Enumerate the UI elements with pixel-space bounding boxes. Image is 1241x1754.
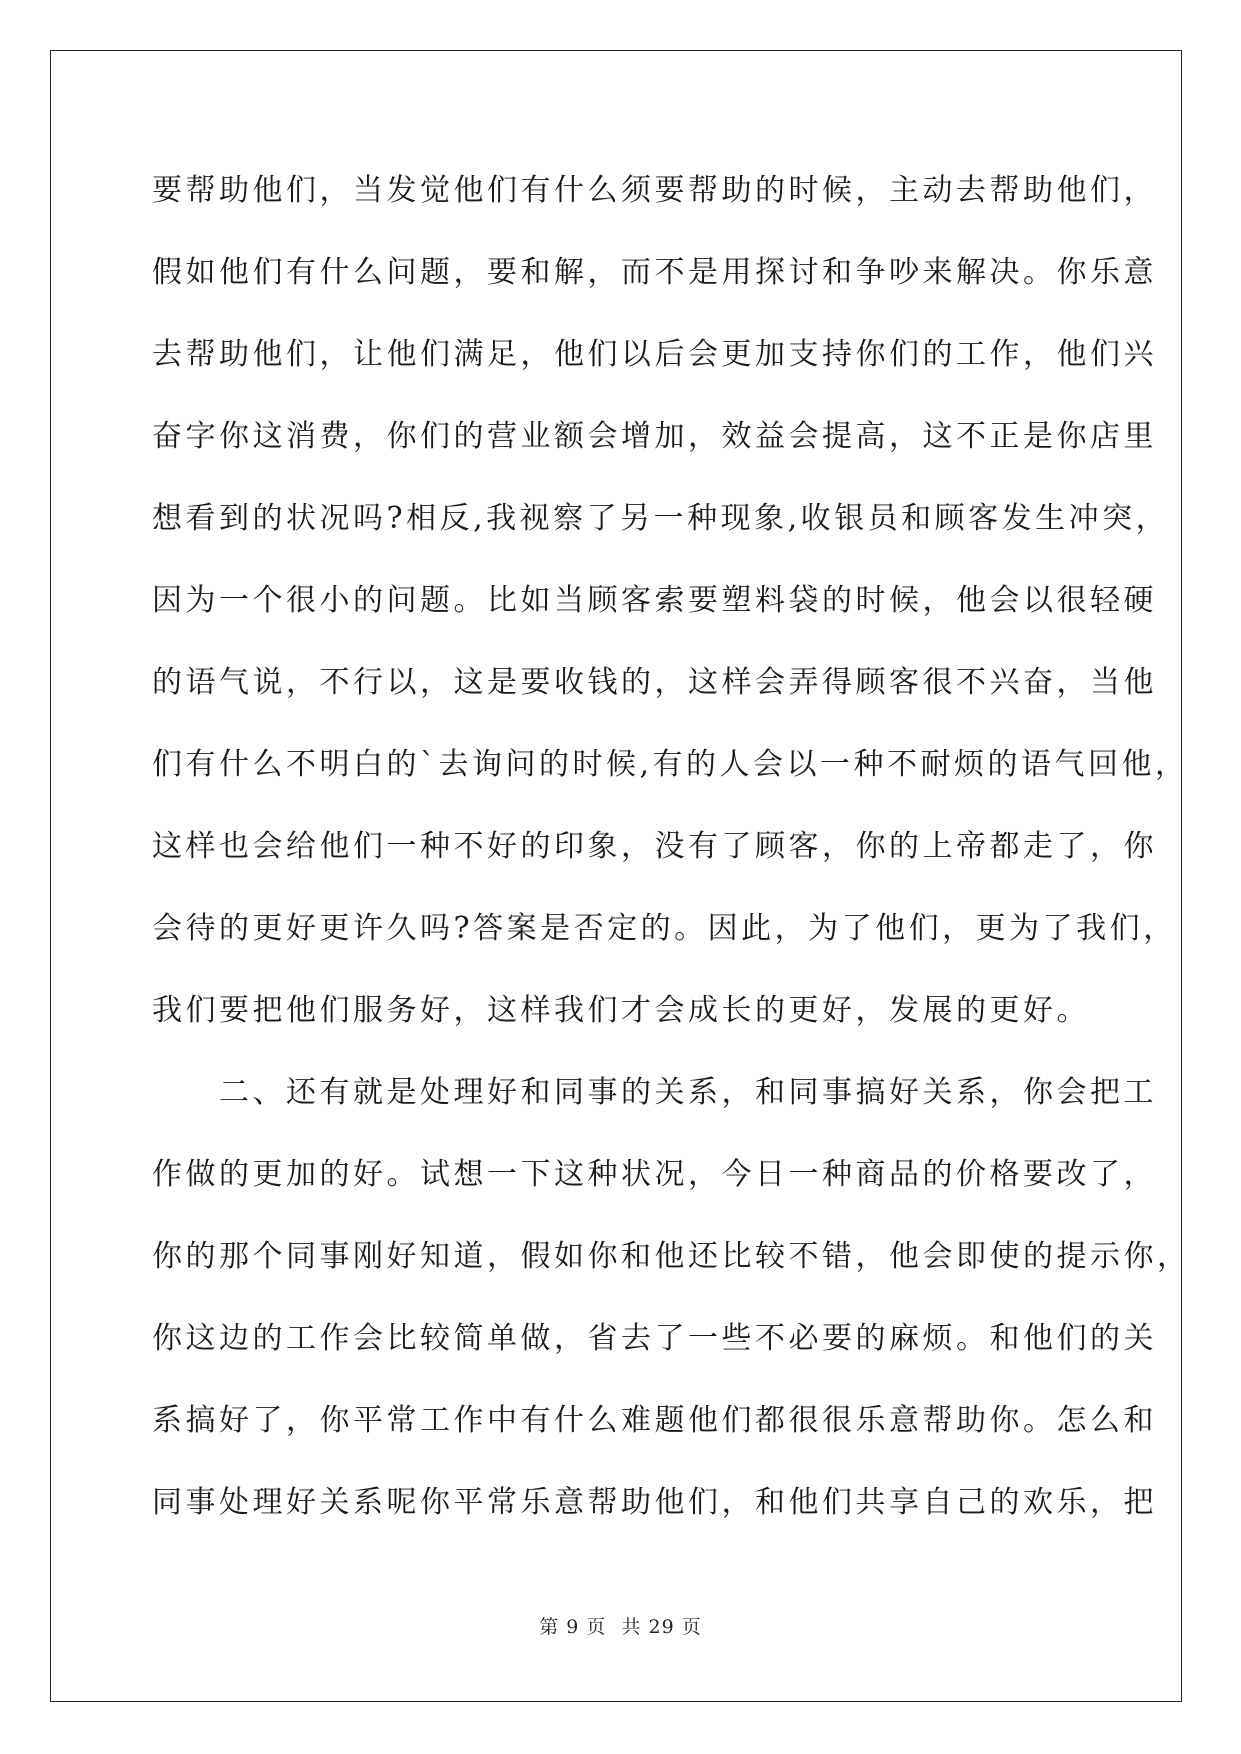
page-total: 共 29 页 xyxy=(621,1616,702,1638)
text-line: 二、还有就是处理好和同事的关系，和同事搞好关系，你会把工 xyxy=(152,1075,1157,1110)
page-footer xyxy=(0,1612,1241,1639)
text-line: 会待的更好更许久吗?答案是否定的。因此，为了他们，更为了我们， xyxy=(152,911,1177,946)
text-line: 假如他们有什么问题，要和解，而不是用探讨和争吵来解决。你乐意 xyxy=(152,255,1157,290)
text-line: 要帮助他们，当发觉他们有什么须要帮助的时候，主动去帮助他们， xyxy=(152,173,1157,208)
text-line: 我们要把他们服务好，这样我们才会成长的更好，发展的更好。 xyxy=(152,993,1090,1028)
text-line: 的语气说，不行以，这是要收钱的，这样会弄得顾客很不兴奋，当他 xyxy=(152,665,1157,700)
document-body xyxy=(152,150,1191,1544)
text-line: 去帮助他们，让他们满足，他们以后会更加支持你们的工作，他们兴 xyxy=(152,337,1157,372)
text-line: 这样也会给他们一种不好的印象，没有了顾客，你的上帝都走了，你 xyxy=(152,829,1157,864)
text-line: 因为一个很小的问题。比如当顾客索要塑料袋的时候，他会以很轻硬 xyxy=(152,583,1157,618)
text-line: 同事处理好关系呢你平常乐意帮助他们，和他们共享自己的欢乐，把 xyxy=(152,1485,1157,1520)
page-number: 第 9 页 xyxy=(539,1616,607,1638)
text-line: 你的那个同事刚好知道，假如你和他还比较不错，他会即使的提示你， xyxy=(152,1239,1191,1274)
text-line: 们有什么不明白的`去询问的时候,有的人会以一种不耐烦的语气回他， xyxy=(152,747,1189,782)
text-line: 你这边的工作会比较简单做，省去了一些不必要的麻烦。和他们的关 xyxy=(152,1321,1157,1356)
text-line: 想看到的状况吗?相反,我视察了另一种现象,收银员和顾客发生冲突， xyxy=(152,501,1170,536)
text-line: 奋字你这消费，你们的营业额会增加，效益会提高，这不正是你店里 xyxy=(152,419,1157,454)
text-line: 系搞好了，你平常工作中有什么难题他们都很很乐意帮助你。怎么和 xyxy=(152,1403,1157,1438)
text-line: 作做的更加的好。试想一下这种状况，今日一种商品的价格要改了， xyxy=(152,1157,1157,1192)
